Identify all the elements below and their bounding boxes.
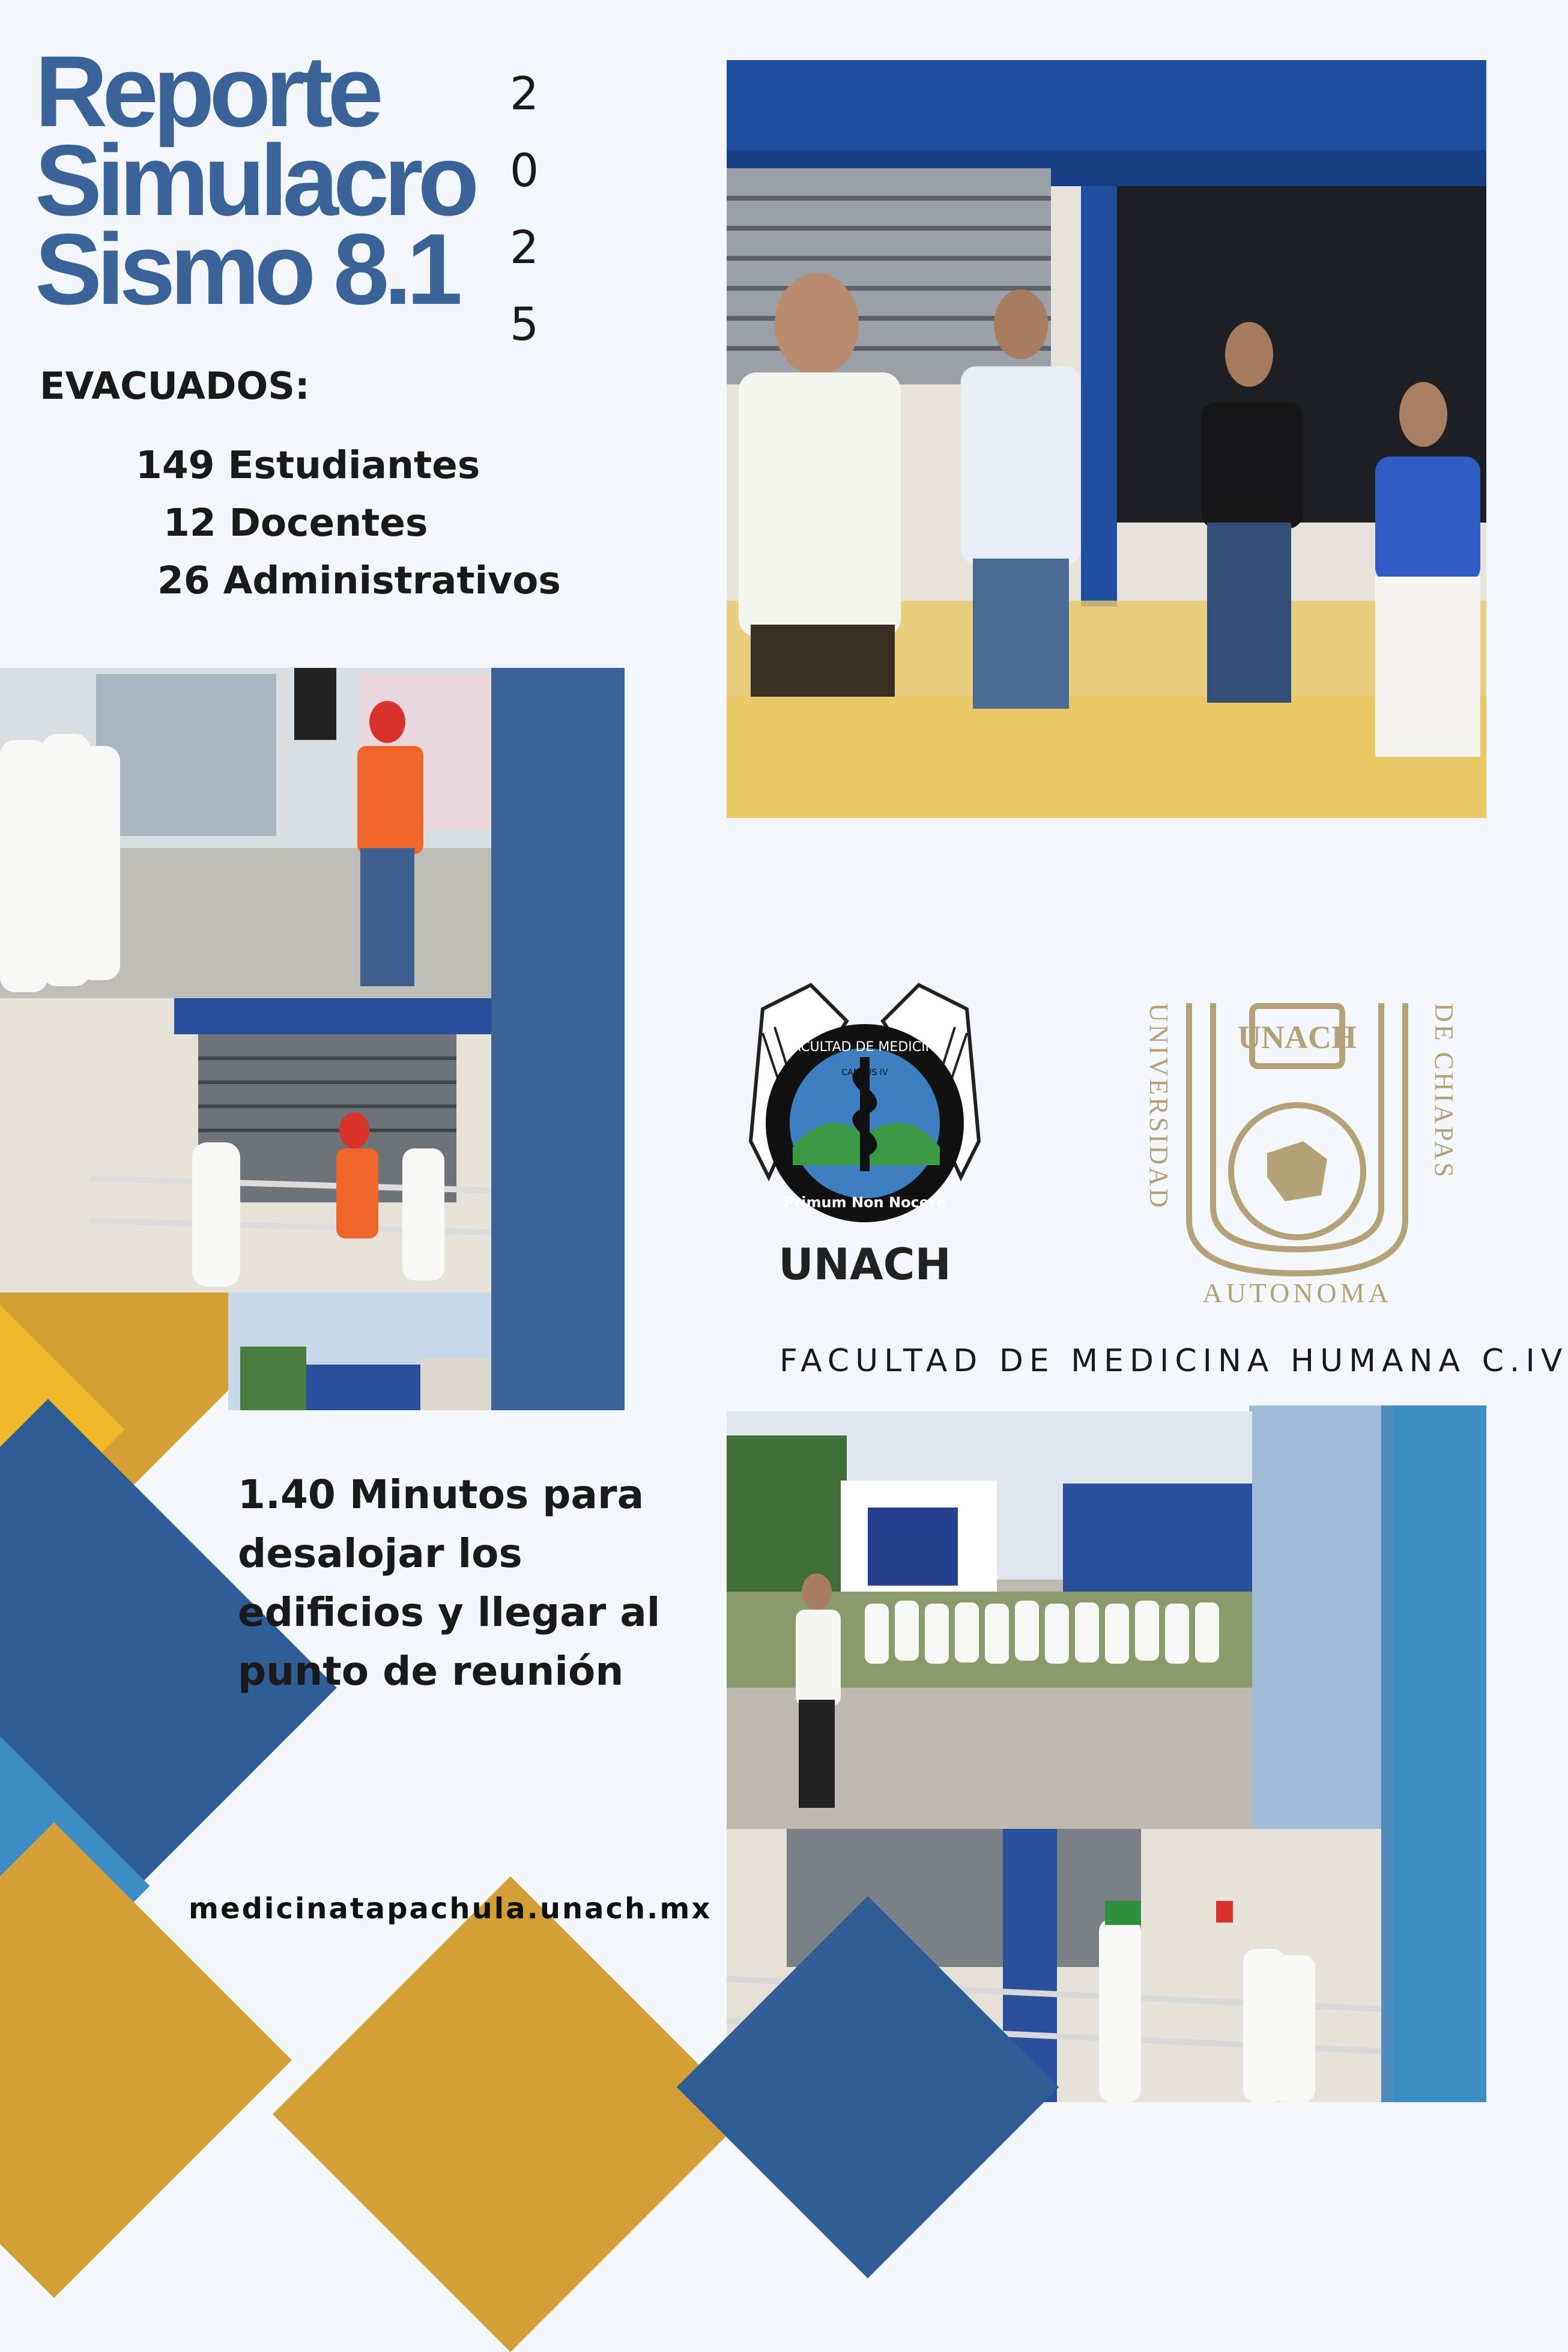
evacuados-label: EVACUADOS:: [40, 364, 310, 408]
photo-officials-walking-scene: [727, 60, 1486, 818]
year-digit: 2: [509, 220, 539, 274]
photo-building-sky: [228, 1293, 491, 1410]
blue-vertical-strip-left: [491, 668, 625, 1410]
seal-motto-text: Primum Non Nocere: [783, 1194, 946, 1211]
title-line-3: Sismo 8.1: [35, 213, 458, 326]
photo-stairs-scene: [0, 998, 491, 1293]
photo-nurses-with-safety-officer: [0, 668, 491, 998]
university-seal-image: [1123, 991, 1471, 1309]
faculty-medicine-seal: [727, 985, 1003, 1297]
year-vertical: [509, 55, 539, 363]
evacuados-teachers: 12 Docentes: [163, 501, 428, 545]
evacuation-time-text: 1.40 Minutos para desalojar los edificios y llegar al punto de reunión: [238, 1472, 661, 1694]
faculty-seal-image: [727, 985, 1003, 1297]
seal-autonoma-text: AUTONOMA: [1202, 1278, 1392, 1308]
blue-vertical-strip-right: [1381, 1405, 1486, 2102]
report-title: [35, 35, 474, 326]
year-digit: 0: [509, 144, 539, 197]
seal-chiapas-text: DE CHIAPAS: [1429, 1003, 1459, 1180]
evacuados-students: 149 Estudiantes: [136, 443, 480, 487]
photo-evacuation-stairs: [0, 998, 491, 1293]
title-line-2: Simulacro: [35, 124, 474, 237]
unach-university-seal: [1123, 991, 1471, 1309]
year-digit: 5: [509, 297, 539, 351]
photo-nurses-scene: [0, 668, 491, 998]
title-line-1: Reporte: [35, 35, 378, 148]
seal-org-text: UNACH: [778, 1239, 951, 1290]
seal-campus-text: CAMPUS IV: [841, 1068, 888, 1077]
evacuados-admins: 26 Administrativos: [157, 559, 561, 602]
website-link[interactable]: medicinatapachula.unach.mx: [189, 1892, 712, 1926]
seal-universidad-text: UNIVERSIDAD: [1144, 1003, 1173, 1210]
photo-crowd-scene: [727, 1411, 1252, 1829]
year-digit: 2: [509, 67, 539, 120]
photo-officials-walking: [727, 60, 1486, 818]
faculty-name: FACULTAD DE MEDICINA HUMANA C.IV: [779, 1343, 1568, 1379]
gold-diamond-overlay: [273, 1876, 748, 2352]
photo-building-scene: [228, 1293, 491, 1410]
photo-meeting-point-crowd: [727, 1411, 1252, 1829]
seal-initials-text: UNACH: [1238, 1019, 1357, 1055]
seal-faculty-text: FACULTAD DE MEDICINA: [785, 1040, 945, 1055]
